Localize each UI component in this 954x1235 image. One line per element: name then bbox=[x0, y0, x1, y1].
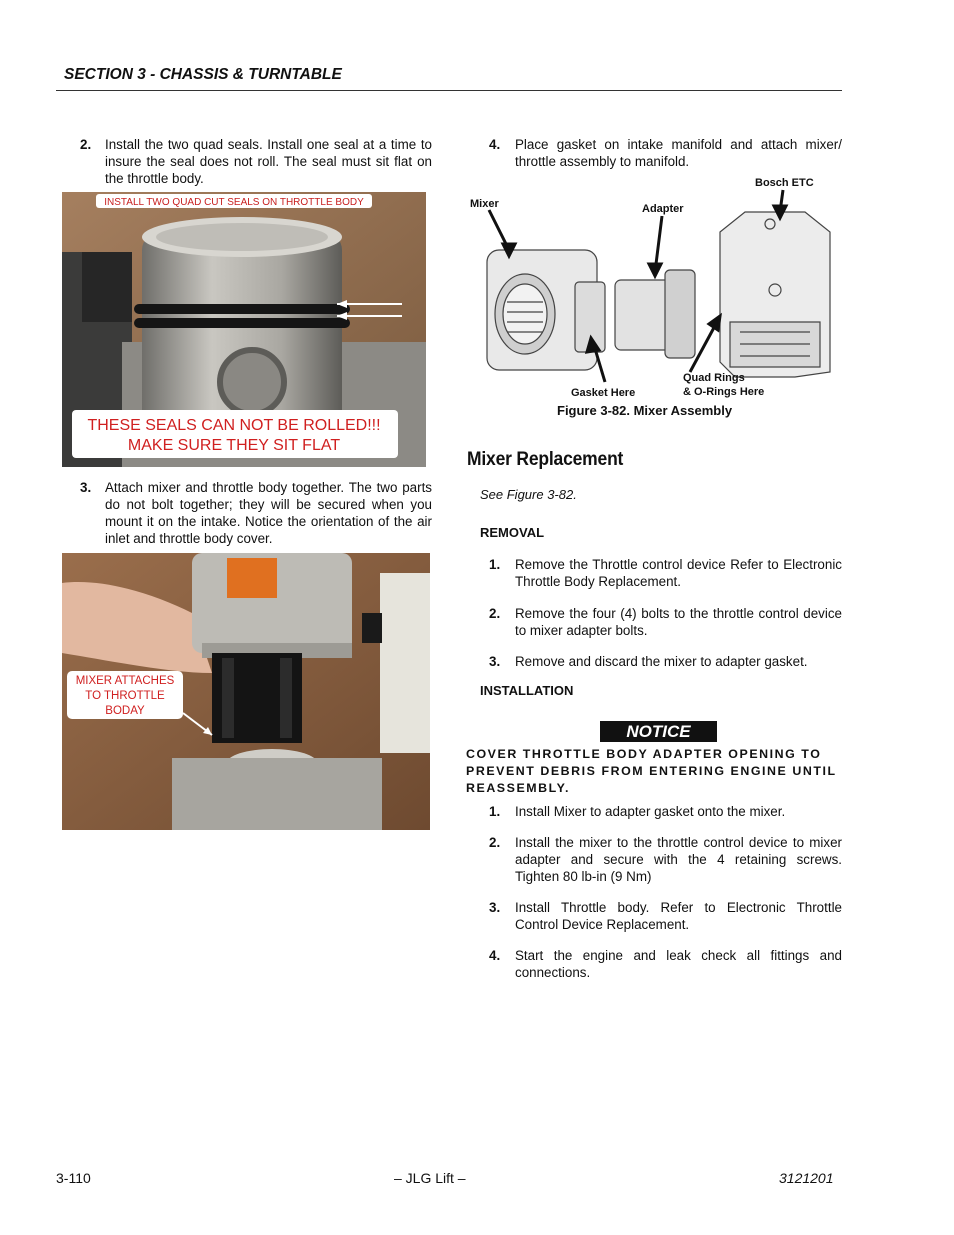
step-text: Install Mixer to adapter gasket onto the mixer. bbox=[515, 804, 786, 819]
step-number: 1. bbox=[489, 557, 501, 572]
step-number: 3. bbox=[489, 900, 501, 915]
step-text: Install Throttle body. Refer to Electronic Throttle Control Device Replacement. bbox=[515, 900, 842, 932]
step-text: Place gasket on intake manifold and attach mixer/ throttle assembly to manifold. bbox=[515, 137, 842, 169]
photo-quad-seals bbox=[62, 192, 426, 467]
section-header: SECTION 3 - CHASSIS & TURNTABLE bbox=[64, 66, 342, 83]
removal-heading: REMOVAL bbox=[480, 525, 545, 540]
figure-label-gasket: Gasket Here bbox=[571, 387, 636, 399]
step-4-right bbox=[489, 136, 842, 172]
photo1-warning-line2: MAKE SURE THEY SIT FLAT bbox=[127, 437, 341, 454]
step-text: Remove the Throttle control device Refer to Electronic Throttle Body Replacement. bbox=[515, 557, 842, 589]
step-number: 4. bbox=[489, 137, 501, 152]
step-text: Install the mixer to the throttle control device to mixer adapter and secure with the 4 retaining screws. Tighten 80 lb-in (9 Nm) bbox=[515, 835, 842, 884]
installation-heading: INSTALLATION bbox=[480, 683, 574, 698]
removal-step bbox=[489, 605, 842, 641]
step-2-left bbox=[80, 136, 432, 188]
page-number: 3-110 bbox=[56, 1170, 91, 1186]
installation-step bbox=[489, 834, 842, 886]
removal-step bbox=[489, 653, 842, 671]
photo2-label-line1: MIXER ATTACHES bbox=[75, 675, 175, 687]
step-text: Remove and discard the mixer to adapter gasket. bbox=[515, 654, 808, 669]
photo2-label-line3: BODAY bbox=[105, 705, 145, 717]
step-text: Install the two quad seals. Install one seal at a time to insure the seal does not roll. The seal must sit flat on the throttle body. bbox=[105, 137, 432, 186]
footer-center: – JLG Lift – bbox=[394, 1170, 466, 1186]
step-number: 2. bbox=[489, 835, 501, 850]
figure-mixer-assembly bbox=[465, 172, 845, 400]
figure-label-quad-rings: Quad Rings bbox=[683, 372, 745, 384]
step-number: 4. bbox=[489, 948, 501, 963]
installation-step bbox=[489, 947, 842, 983]
step-number: 2. bbox=[80, 137, 92, 152]
figure-reference: See Figure 3-82. bbox=[480, 487, 577, 502]
figure-label-bosch: Bosch ETC bbox=[755, 177, 814, 189]
figure-label-adapter: Adapter bbox=[642, 203, 684, 215]
notice-text: COVER THROTTLE BODY ADAPTER OPENING TO PREVENT DEBRIS FROM ENTERING ENGINE UNTIL REASSEMBLY. bbox=[466, 747, 837, 795]
figure-label-mixer: Mixer bbox=[470, 198, 499, 210]
photo1-top-label: INSTALL TWO QUAD CUT SEALS ON THROTTLE BODY bbox=[104, 197, 364, 208]
step-text: Attach mixer and throttle body together. The two parts do not bolt together; they will be secured when you mount it on the intake. Notice the orientation of the air inlet and throttle body cover. bbox=[105, 480, 432, 546]
step-number: 3. bbox=[489, 654, 501, 669]
figure-label-o-rings: & O-Rings Here bbox=[683, 386, 765, 398]
step-number: 2. bbox=[489, 606, 501, 621]
installation-step bbox=[489, 899, 842, 935]
step-number: 3. bbox=[80, 480, 92, 495]
installation-step bbox=[489, 803, 842, 821]
photo2-label-line2: TO THROTTLE bbox=[85, 690, 165, 702]
notice-label: NOTICE bbox=[600, 721, 717, 742]
document-number: 3121201 bbox=[779, 1170, 834, 1186]
header-divider bbox=[56, 90, 842, 91]
figure-caption: Figure 3-82. Mixer Assembly bbox=[557, 403, 733, 418]
photo1-warning-line1: THESE SEALS CAN NOT BE ROLLED!!! bbox=[87, 417, 381, 434]
step-number: 1. bbox=[489, 804, 501, 819]
step-text: Start the engine and leak check all fittings and connections. bbox=[515, 948, 842, 980]
photo-mixer-attach bbox=[62, 553, 430, 830]
removal-step bbox=[489, 556, 842, 592]
step-text: Remove the four (4) bolts to the throttle control device to mixer adapter bolts. bbox=[515, 606, 842, 638]
step-3-left bbox=[80, 479, 432, 549]
section-title: Mixer Replacement bbox=[467, 449, 624, 470]
